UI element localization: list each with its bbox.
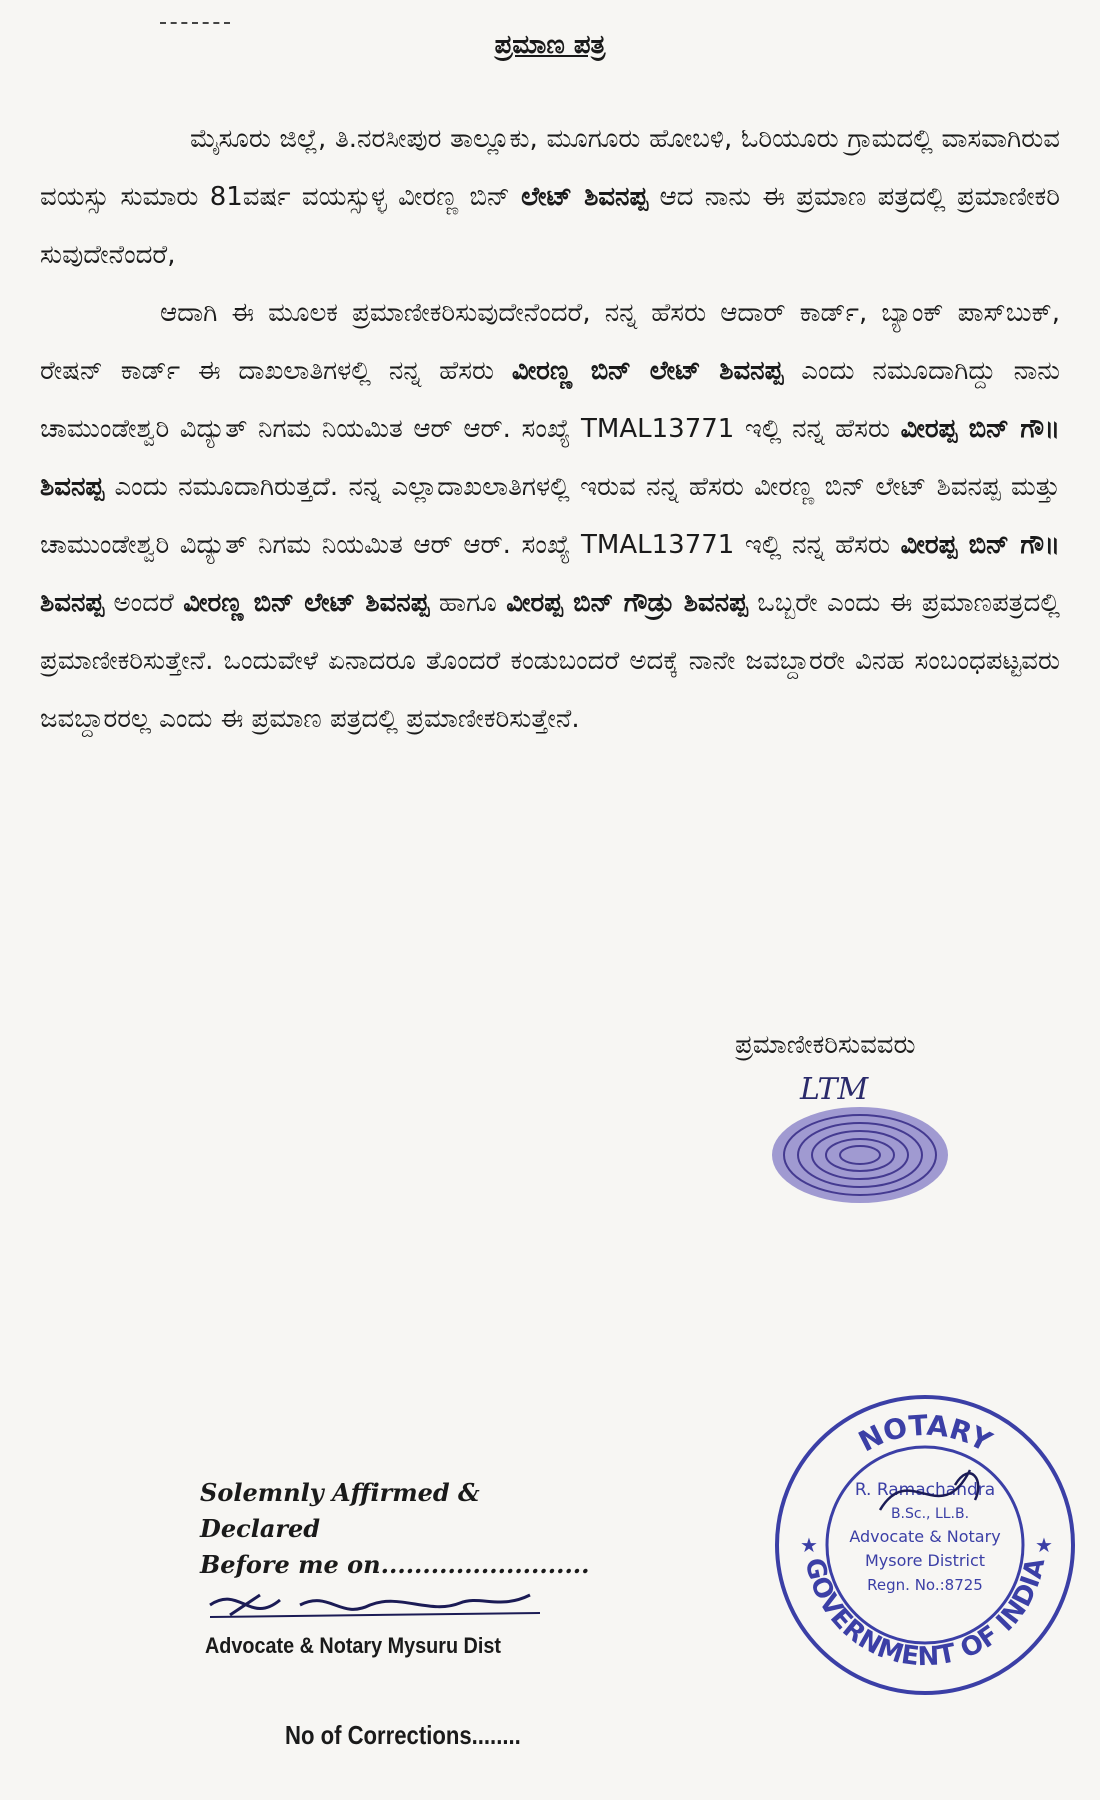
p1-name-bold: ಲೇಟ್ ಶಿವನಪ್ಪ	[521, 182, 649, 212]
seal-regn: Regn. No.:8725	[867, 1576, 983, 1594]
corrections-line: No of Corrections........	[285, 1720, 521, 1750]
thumbprint-icon	[765, 1095, 965, 1215]
p1-text-1: ಮೈಸೂರು ಜಿಲ್ಲೆ, ತಿ.ನರಸೀಪುರ ತಾಲ್ಲೂಕು, ಮೂಗೂರು ಹೋಬಳಿ, ಓರಿಯೂರು ಗ್ರಾಮದಲ್ಲಿ ವಾಸವಾಗಿರುವ ವಯಸ್ಸು ಸುಮಾರು 81ವರ್ಷ ವಯಸ್ಸುಳ್ಳ ವೀರಣ್ಣ ಬಿನ್	[40, 124, 1060, 212]
seal-star-right-icon: ★	[1035, 1533, 1053, 1557]
p2-seg-8: ಹಾಗೂ	[429, 588, 507, 618]
p2-seg-1: ವೀರಣ್ಣ ಬಿನ್ ಲೇಟ್ ಶಿವನಪ್ಪ	[511, 356, 784, 386]
seal-degree: B.Sc., LL.B.	[890, 1506, 970, 1522]
seal-bottom-text: GOVERNMENT OF INDIA	[798, 1555, 1052, 1673]
p2-seg-5: ವೀರಪ್ಪ ಬಿನ್ ಗೌ॥ ಶಿವನಪ್ಪ	[40, 530, 1061, 618]
p1-text-2: ಆದ ನಾನು ಈ ಪ್ರಮಾಣ ಪತ್ರದಲ್ಲಿ ಪ್ರಮಾಣೀಕರಿ ಸುವುದೇನೆಂದರೆ,	[40, 182, 1060, 270]
seal-role: Advocate & Notary	[849, 1527, 1001, 1546]
advocate-stamp-text: Advocate & Notary Mysuru Dist	[205, 1633, 501, 1658]
seal-top-text: NOTARY	[853, 1408, 997, 1459]
p2-seg-9: ವೀರಪ್ಪ ಬಿನ್ ಗೌಡ್ರು ಶಿವನಪ್ಪ	[506, 588, 748, 618]
p2-seg-6: ಅಂದರೆ	[104, 588, 184, 618]
affirmed-line: Solemnly Affirmed & Declared	[200, 1478, 480, 1543]
scan-artifact-line	[160, 22, 230, 24]
seal-district: Mysore District	[864, 1551, 986, 1570]
seal-name: R. Ramachandra	[854, 1480, 996, 1500]
seal-star-left-icon: ★	[800, 1533, 818, 1557]
document-title: ಪ್ರಮಾಣ ಪತ್ರ	[494, 30, 606, 60]
p2-seg-3: ವೀರಪ್ಪ ಬಿನ್ ಗೌ॥ ಶಿವನಪ್ಪ	[40, 414, 1061, 502]
paragraph-1	[40, 110, 1060, 284]
p2-seg-2: ಎಂದು ನಮೂದಾಗಿದ್ದು ನಾನು ಚಾಮುಂಡೇಶ್ವರಿ ವಿದ್ಯುತ್ ನಿಗಮ ನಿಯಮಿತ ಆರ್ ಆರ್. ಸಂಖ್ಯೆ TMAL13771 ಇಲ್ಲಿ ನನ್ನ ಹೆಸರು	[40, 356, 1061, 444]
affidavit-body	[40, 110, 1060, 748]
p2-seg-7: ವೀರಣ್ಣ ಬಿನ್ ಲೇಟ್ ಶಿವನಪ್ಪ	[183, 588, 430, 618]
p2-seg-4: ಎಂದು ನಮೂದಾಗಿರುತ್ತದೆ. ನನ್ನ ಎಲ್ಲಾದಾಖಲಾತಿಗಳಲ್ಲಿ ಇರುವ ನನ್ನ ಹೆಸರು ವೀರಣ್ಣ ಬಿನ್ ಲೇಟ್ ಶಿವನಪ್ಪ ಮತ್ತು ಚಾಮುಂಡೇಶ್ವರಿ ವಿದ್ಯುತ್ ನಿಗಮ ನಿಯಮಿತ ಆರ್ ಆರ್. ಸಂಖ್ಯೆ TMAL13771 ಇಲ್ಲಿ ನನ್ನ ಹೆಸರು	[40, 472, 1060, 560]
signatory-label: ಪ್ರಮಾಣೀಕರಿಸುವವರು	[735, 1030, 916, 1060]
notary-seal-icon	[770, 1390, 1080, 1700]
p2-seg-10: ಒಬ್ಬರೇ ಎಂದು ಈ ಪ್ರಮಾಣಪತ್ರದಲ್ಲಿ ಪ್ರಮಾಣೀಕರಿಸುತ್ತೇನೆ. ಒಂದುವೇಳೆ ಏನಾದರೂ ತೊಂದರೆ ಕಂಡುಬಂದರೆ ಅದಕ್ಕೆ ನಾನೇ ಜವಬ್ದಾರರೇ ವಿನಹ ಸಂಬಂಧಪಟ್ಟವರು ಜವಬ್ದಾರರಲ್ಲ ಎಂದು ಈ ಪ್ರಮಾಣ ಪತ್ರದಲ್ಲಿ ಪ್ರಮಾಣೀಕರಿಸುತ್ತೇನೆ.	[40, 588, 1060, 734]
notary-signature-icon	[200, 1565, 560, 1635]
paragraph-2	[40, 284, 1060, 748]
ltm-mark: LTM	[800, 1072, 869, 1107]
before-me-line: Before me on.........................	[200, 1550, 590, 1579]
p2-seg-0: ಆದಾಗಿ ಈ ಮೂಲಕ ಪ್ರಮಾಣೀಕರಿಸುವುದೇನೆಂದರೆ, ನನ್ನ ಹೆಸರು ಆದಾರ್ ಕಾರ್ಡ್, ಬ್ಯಾಂಕ್ ಪಾಸ್‌ಬುಕ್, ರೇಷನ್ ಕಾರ್ಡ್ ಈ ದಾಖಲಾತಿಗಳಲ್ಲಿ ನನ್ನ ಹೆಸರು	[40, 298, 1060, 386]
